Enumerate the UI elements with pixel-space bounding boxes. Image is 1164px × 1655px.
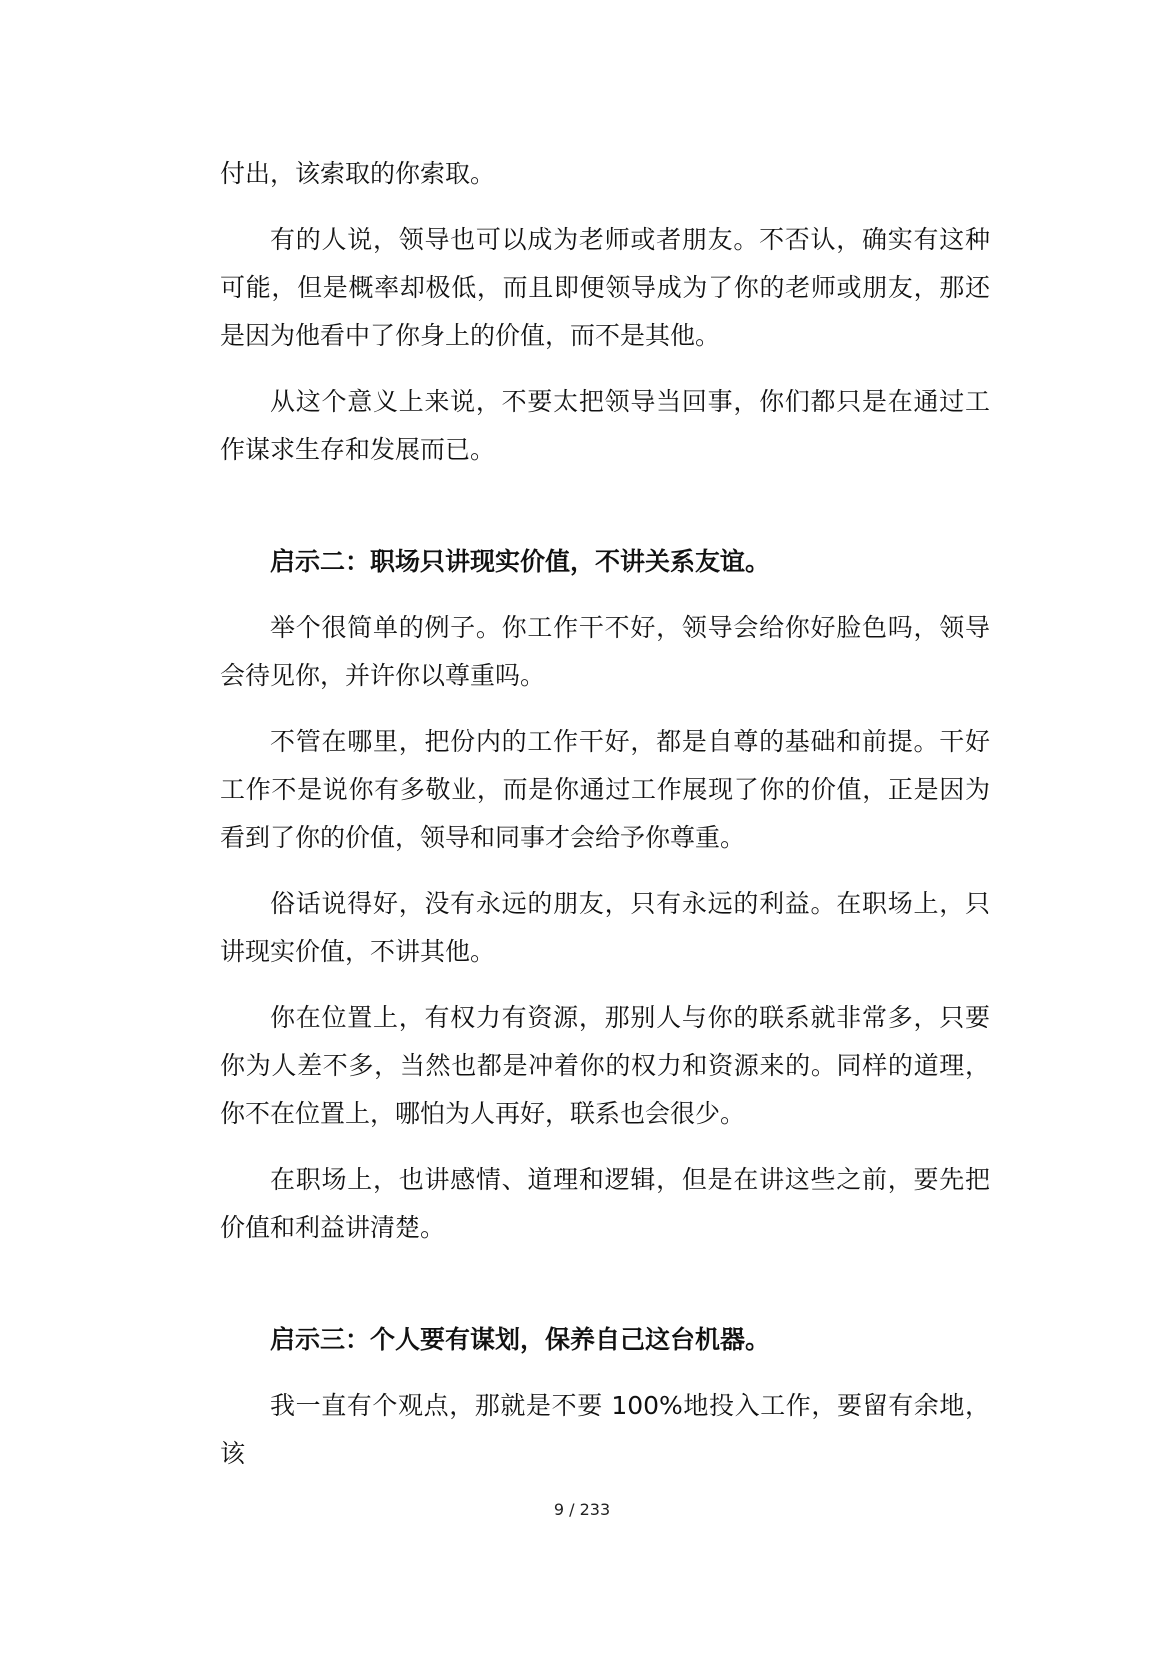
paragraph: 付出，该索取的你索取。: [220, 159, 496, 188]
paragraph: 你在位置上，有权力有资源，那别人与你的联系就非常多，只要你为人差不多，当然也都是冲着你的权力和资源来的。同样的道理，你不在位置上，哪怕为人再好，联系也会很少。: [220, 1003, 990, 1128]
page-content: [220, 150, 990, 1496]
paragraph: 不管在哪里，把份内的工作干好，都是自尊的基础和前提。干好工作不是说你有多敬业，而是你通过工作展现了你的价值，正是因为看到了你的价值，领导和同事才会给予你尊重。: [220, 727, 990, 852]
paragraph: 在职场上，也讲感情、道理和逻辑，但是在讲这些之前，要先把价值和利益讲清楚。: [220, 1165, 990, 1242]
paragraph: 举个很简单的例子。你工作干不好，领导会给你好脸色吗，领导会待见你，并许你以尊重吗。: [220, 613, 990, 690]
paragraph: 我一直有个观点，那就是不要 100%地投入工作，要留有余地，该: [220, 1391, 990, 1468]
section-heading: 启示二：职场只讲现实价值，不讲关系友谊。: [270, 547, 771, 576]
paragraph: 有的人说，领导也可以成为老师或者朋友。不否认，确实有这种可能，但是概率却极低，而且即便领导成为了你的老师或朋友，那还是因为他看中了你身上的价值，而不是其他。: [220, 225, 990, 350]
paragraph: 从这个意义上来说，不要太把领导当回事，你们都只是在通过工作谋求生存和发展而已。: [220, 387, 990, 464]
section-heading: 启示三：个人要有谋划，保养自己这台机器。: [270, 1325, 771, 1354]
paragraph: 俗话说得好，没有永远的朋友，只有永远的利益。在职场上，只讲现实价值，不讲其他。: [220, 889, 990, 966]
page-number: 9 / 233: [553, 1500, 611, 1519]
